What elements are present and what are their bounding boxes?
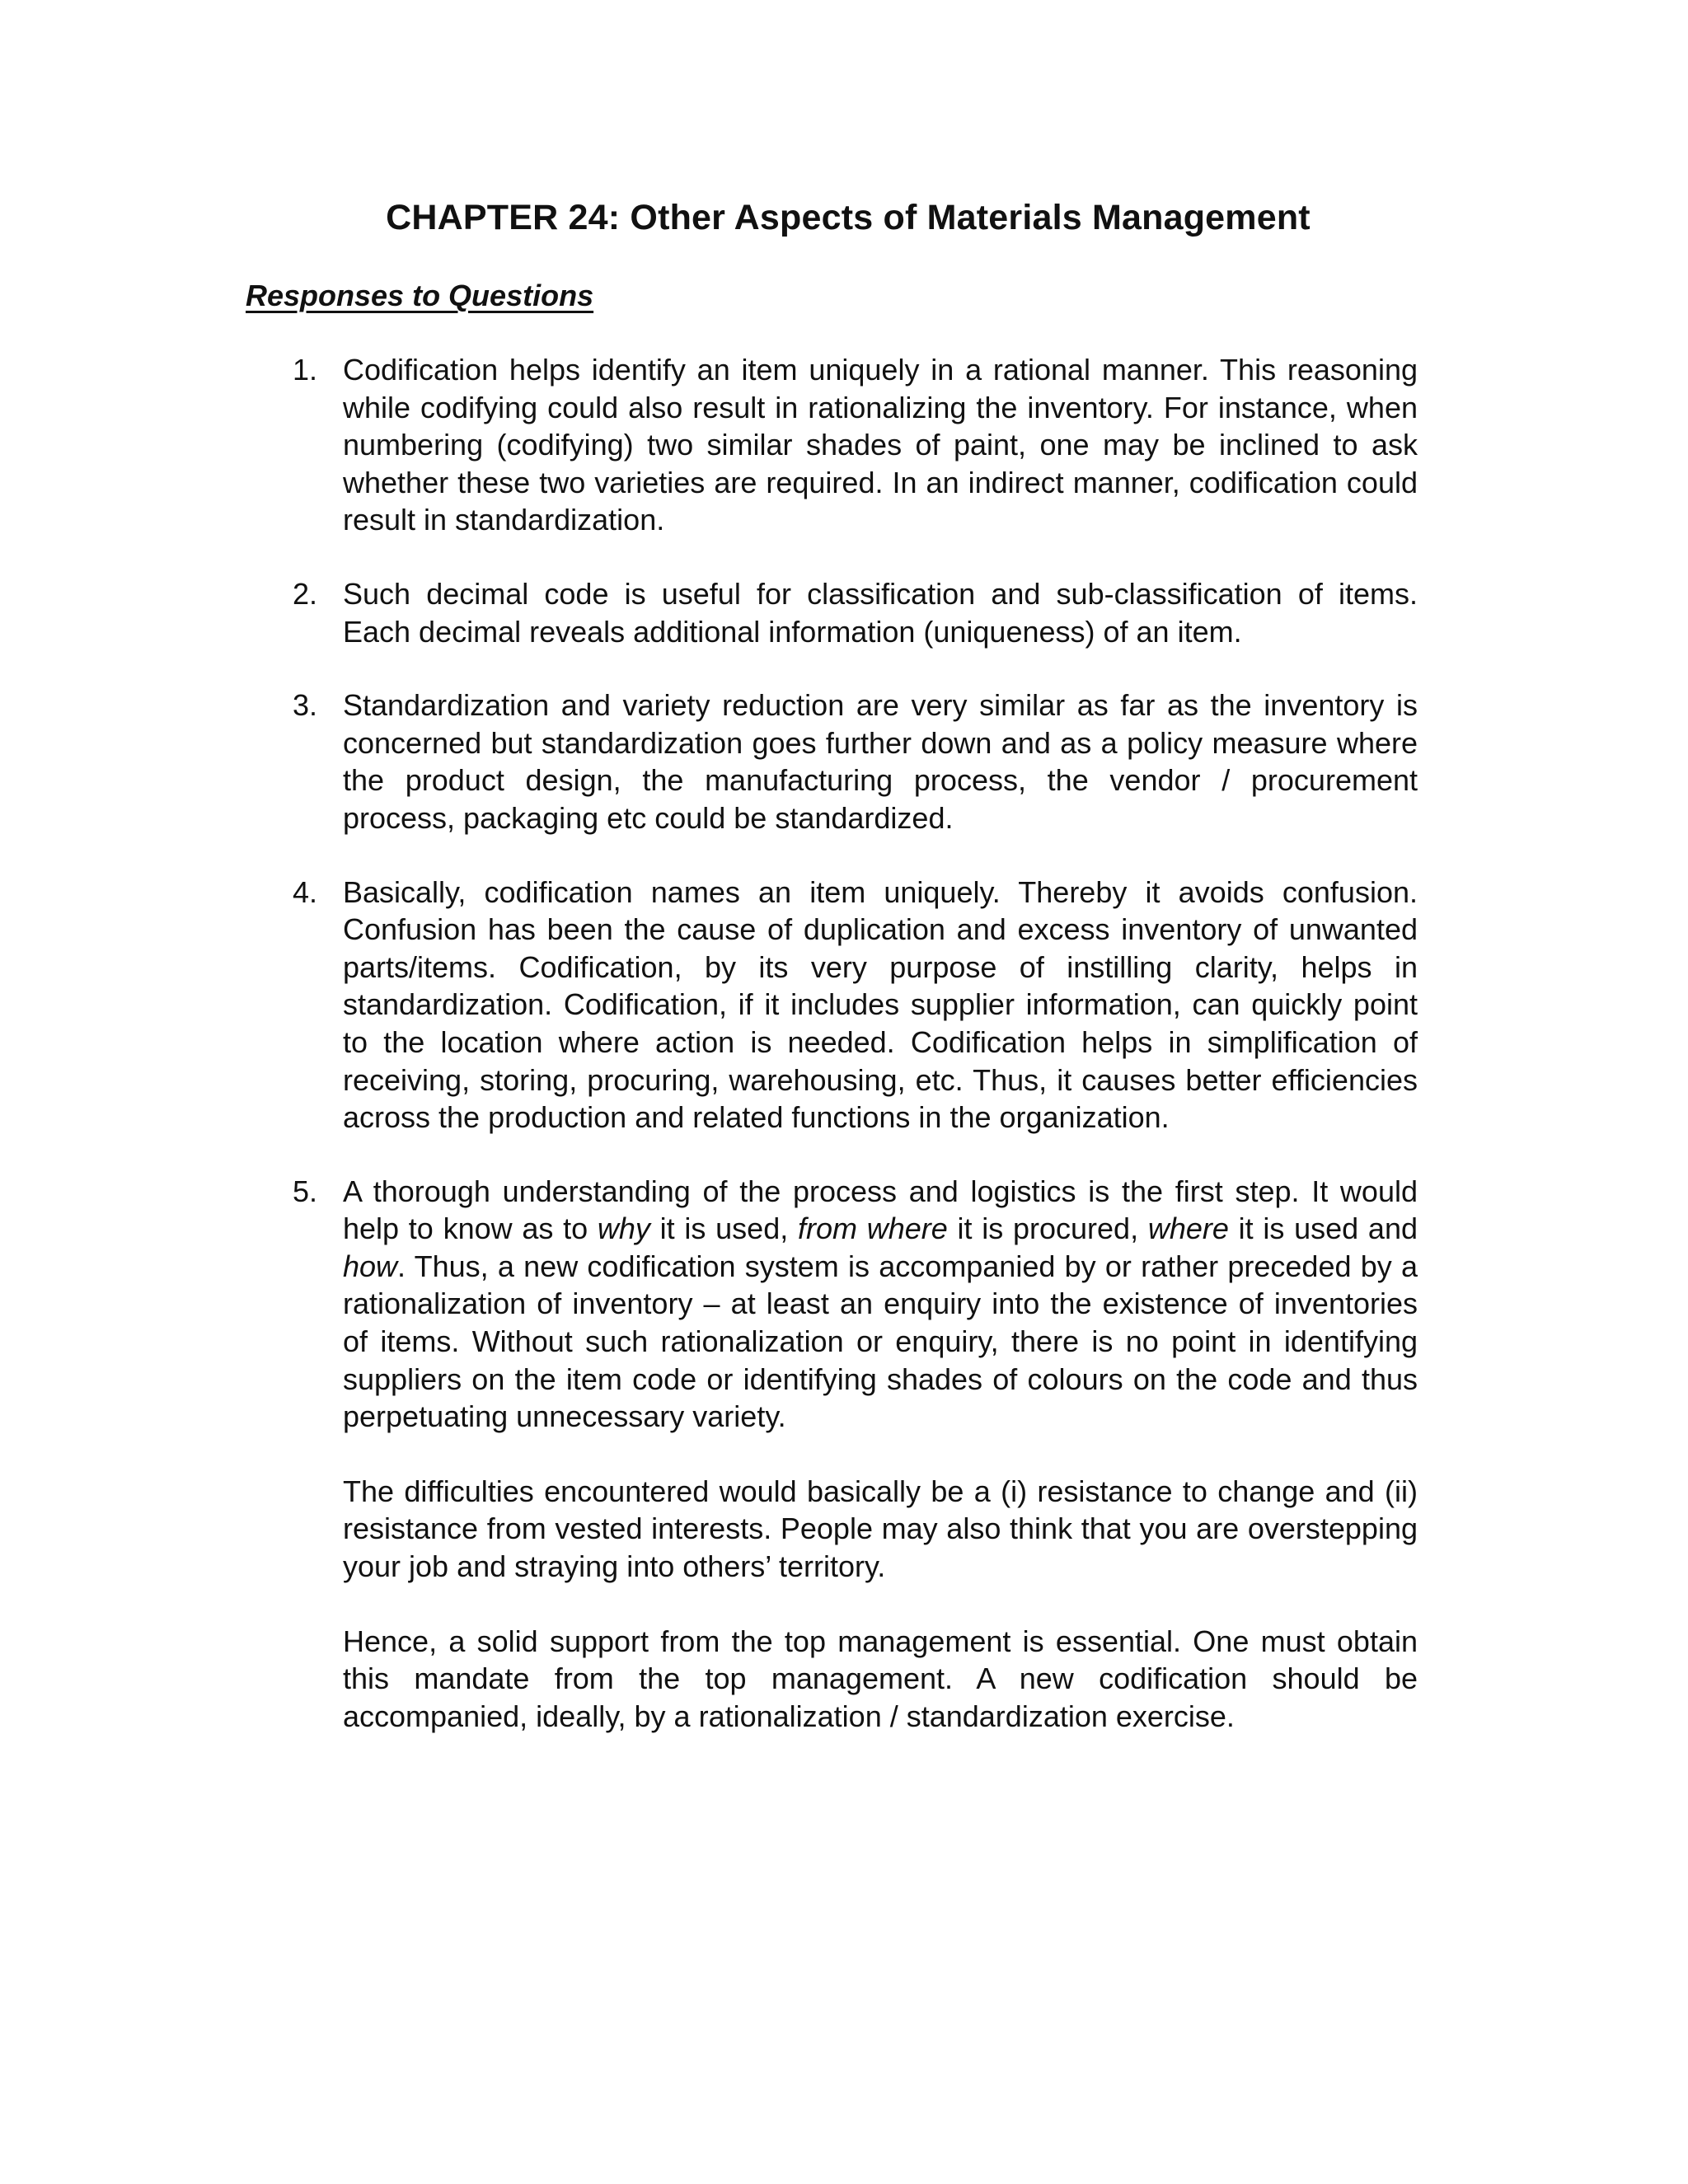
emphasis-text: where [1147,1212,1229,1246]
emphasis-text: how [343,1249,398,1283]
section-heading: Responses to Questions [246,279,594,312]
response-number: 2. [293,576,318,611]
response-item-1 [0,351,1688,539]
response-text: Basically, codification names an item uniquely. Thereby it avoids confusion. Confusion has been the cause of duplication and excess inventory of unwanted parts/items. Codification, by its very purpose of instilling clarity, helps in standardization. Codification, if it includes supplier information, can quickly point to the location where action is needed. Codification helps in simplification of receiving, storing, procuring, warehousing, etc. Thus, it causes better efficiencies across the production and related functions in the organization. [343,874,1418,1135]
emphasis-text: why [597,1212,650,1246]
response-item-5 [0,1173,1688,1736]
text-run: it is used and [1228,1212,1418,1246]
response-text: Hence, a solid support from the top management is essential. One must obtain this mandate from the top management. A new codification should be accompanied, ideally, by a rationalization / standardization exercise. [343,1624,1418,1733]
response-item-3 [0,687,1688,837]
response-number: 5. [293,1174,318,1208]
response-number: 4. [293,874,318,909]
text-run: it is used, [649,1212,798,1246]
text-run: it is procured, [947,1212,1148,1246]
response-item-4 [0,874,1688,1137]
responses-list [0,351,1688,1771]
response-number: 1. [293,353,318,387]
text-run: . Thus, a new codification system is accompanied by or rather preceded by a rationalization of inventory – at least an enquiry into the existence of inventories of items. Without such rationalization or enquiry, there is no point in identifying suppliers on the item code or identifying shades of colours on the code and thus perpetuating unnecessary variety. [343,1249,1418,1434]
response-number: 3. [293,688,318,723]
text-run: A thorough understanding of the process and logistics is the first step. It would help to know as to [343,1174,1418,1246]
response-text: Standardization and variety reduction are very similar as far as the inventory is concerned but standardization goes further down and as a policy measure where the product design, the manufacturing process, the vendor / procurement process, packaging etc could be standardized. [343,688,1418,835]
chapter-title: CHAPTER 24: Other Aspects of Materials Management [386,198,1311,237]
response-item-2 [0,575,1688,650]
emphasis-text: from where [797,1212,948,1246]
response-text [343,1173,1418,1436]
response-text: The difficulties encountered would basically be a (i) resistance to change and (ii) resistance from vested interests. People may also think that you are overstepping your job and straying into others’ territory. [343,1474,1418,1584]
response-text: Codification helps identify an item uniquely in a rational manner. This reasoning while codifying could also result in rationalizing the inventory. For instance, when numbering (codifying) two similar shades of paint, one may be inclined to ask whether these two varieties are required. In an indirect manner, codification could result in standardization. [343,353,1418,537]
response-text: Such decimal code is useful for classification and sub-classification of items. Each decimal reveals additional information (uniqueness) of an item. [343,576,1418,649]
